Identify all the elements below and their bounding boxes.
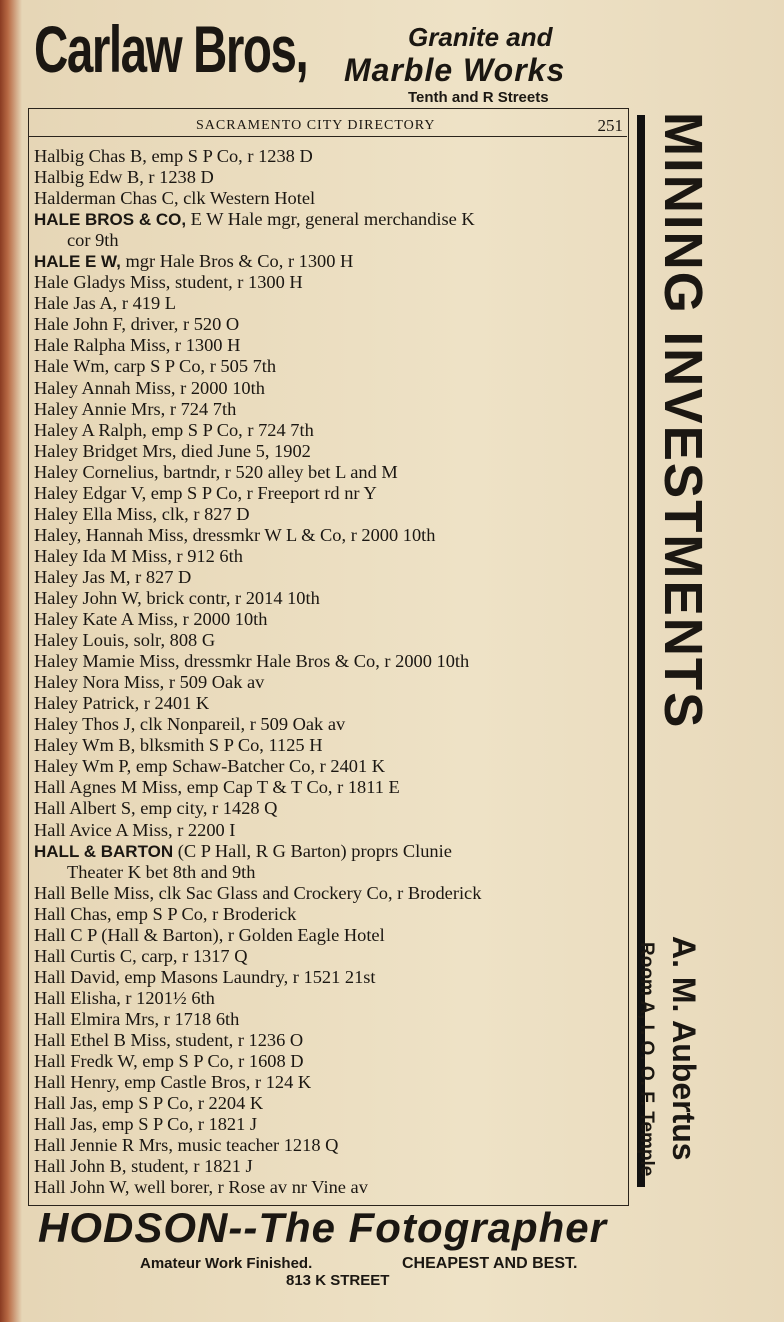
- entry-text: Haley Annah Miss, r 2000 10th: [34, 377, 265, 398]
- directory-entry: [34, 272, 630, 293]
- amateur-work-text: Amateur Work Finished.: [140, 1255, 313, 1272]
- entry-text: Halbig Chas B, emp S P Co, r 1238 D: [34, 146, 313, 166]
- entry-text: Haley John W, brick contr, r 2014 10th: [34, 587, 320, 608]
- entry-continuation: cor 9th: [67, 230, 119, 251]
- entry-text: Hale Wm, carp S P Co, r 505 7th: [34, 356, 277, 377]
- entry-line: [34, 483, 377, 503]
- entry-text: Haley Jas M, r 827 D: [34, 566, 192, 587]
- directory-entry: [34, 167, 630, 188]
- entry-line: [34, 735, 322, 755]
- directory-entry: [34, 546, 630, 567]
- entry-text: Hall C P (Hall & Barton), r Golden Eagle Hotel: [34, 924, 385, 945]
- entry-line: [34, 777, 400, 797]
- entry-text: Haley, Hannah Miss, dressmkr W L & Co, r 2000 10th: [34, 524, 436, 545]
- entry-text: Hall Agnes M Miss, emp Cap T & T Co, r 1811 E: [34, 777, 400, 798]
- directory-entry: [34, 335, 630, 356]
- entry-text: Hall Ethel B Miss, student, r 1236 O: [34, 1029, 304, 1050]
- entry-line: [34, 167, 214, 187]
- entry-line: [34, 756, 385, 776]
- directory-title: SACRAMENTO CITY DIRECTORY: [196, 118, 436, 133]
- entry-bold-name: HALE E W,: [34, 252, 121, 272]
- carlaw-address: Tenth and R Streets: [408, 89, 549, 106]
- directory-entry: [34, 609, 630, 630]
- directory-entry: [34, 483, 630, 504]
- entry-line: [34, 1135, 338, 1155]
- entry-text: Haley Ida M Miss, r 912 6th: [34, 545, 243, 566]
- directory-entry: [34, 693, 630, 714]
- directory-entry: [34, 525, 630, 546]
- entry-line: [34, 883, 481, 903]
- entry-text: Hall Fredk W, emp S P Co, r 1608 D: [34, 1051, 304, 1072]
- entry-text: Hall David, emp Masons Laundry, r 1521 21st: [34, 966, 376, 987]
- entry-continuation: Theater K bet 8th and 9th: [67, 861, 256, 882]
- directory-entry: [34, 314, 630, 335]
- carlaw-bros-advertisement: [30, 10, 730, 110]
- entry-text: Hale Gladys Miss, student, r 1300 H: [34, 272, 303, 293]
- directory-entry: [34, 209, 630, 251]
- entry-line: [34, 714, 345, 734]
- entry-line: [34, 588, 320, 608]
- directory-entry: [34, 798, 630, 819]
- running-head: [28, 114, 627, 137]
- directory-entry: [34, 1030, 630, 1051]
- entry-line: [34, 546, 243, 566]
- entry-text: Hall Curtis C, carp, r 1317 Q: [34, 945, 248, 966]
- entry-line: [34, 525, 436, 545]
- directory-entry: [34, 1177, 630, 1198]
- entry-text: Haley Louis, solr, 808 G: [34, 630, 216, 651]
- entry-text: Hall Jennie R Mrs, music teacher 1218 Q: [34, 1135, 339, 1156]
- entry-line: [34, 820, 235, 840]
- entry-line: [34, 251, 353, 271]
- entry-line: [34, 904, 296, 924]
- entry-bold-name: HALE BROS & CO,: [34, 210, 187, 230]
- entry-line: [34, 1114, 257, 1134]
- entry-line: [34, 146, 313, 166]
- directory-entry: [34, 462, 630, 483]
- directory-entry: [34, 883, 630, 904]
- entry-line: [34, 672, 264, 692]
- hodson-advertisement: [30, 1205, 730, 1315]
- entry-line: [34, 567, 191, 587]
- directory-entry: [34, 1093, 630, 1114]
- entry-line: [34, 399, 236, 419]
- directory-entry: [34, 735, 630, 756]
- entry-text: Haley Ella Miss, clk, r 827 D: [34, 503, 250, 524]
- aubertus-ad: [664, 936, 704, 1206]
- entry-line: [34, 798, 277, 818]
- entry-line: [34, 504, 250, 524]
- directory-entry: [34, 1009, 630, 1030]
- entry-line: [34, 335, 240, 355]
- mining-investments-text: MINING INVESTMENTS: [653, 112, 713, 730]
- directory-entry: [34, 988, 630, 1009]
- entry-line: [34, 1093, 263, 1113]
- entry-text: Hall Avice A Miss, r 2200 I: [34, 819, 236, 840]
- directory-entry: [34, 1135, 630, 1156]
- entry-line: [34, 946, 248, 966]
- entry-line: [34, 188, 315, 208]
- directory-entry: [34, 420, 630, 441]
- entry-line: [34, 293, 176, 313]
- entry-text: mgr Hale Bros & Co, r 1300 H: [120, 251, 354, 272]
- entry-text: Halbig Edw B, r 1238 D: [34, 167, 214, 188]
- directory-entry: [34, 630, 630, 651]
- directory-entry: [34, 1114, 630, 1135]
- entry-text: Hall Jas, emp S P Co, r 2204 K: [34, 1093, 264, 1114]
- entry-text: Haley Patrick, r 2401 K: [34, 693, 210, 714]
- entry-text: Haley Edgar V, emp S P Co, r Freeport rd nr Y: [34, 482, 377, 503]
- entry-text: Haley Thos J, clk Nonpareil, r 509 Oak av: [34, 714, 346, 735]
- entry-line: [34, 1177, 368, 1197]
- cheapest-text: CHEAPEST AND BEST.: [402, 1255, 578, 1272]
- entry-line: [34, 1051, 304, 1071]
- directory-entry: [34, 251, 630, 272]
- carlaw-bros-name: Carlaw Bros,: [34, 12, 308, 86]
- entry-line: [34, 988, 215, 1008]
- directory-entry: [34, 188, 630, 209]
- entry-line: [34, 630, 215, 650]
- entry-text: Haley Bridget Mrs, died June 5, 1902: [34, 440, 311, 461]
- entry-line: [34, 1072, 311, 1092]
- directory-entry: [34, 1051, 630, 1072]
- directory-entry: [34, 756, 630, 777]
- entry-text: Halderman Chas C, clk Western Hotel: [34, 188, 316, 209]
- entry-line: [34, 967, 376, 987]
- entry-line: [34, 693, 209, 713]
- entry-text: Hall John W, well borer, r Rose av nr Vine av: [34, 1177, 368, 1198]
- mining-investments-ad: [653, 112, 713, 942]
- directory-entry: [34, 904, 630, 925]
- entry-line: [34, 272, 303, 292]
- page-number: 251: [597, 116, 623, 135]
- entry-text: Haley Kate A Miss, r 2000 10th: [34, 609, 268, 630]
- directory-entry: [34, 925, 630, 946]
- entry-line: [34, 1156, 253, 1176]
- room-address-text: Room A, I. O. O. F. Temple: [636, 942, 657, 1177]
- directory-entry: [34, 356, 630, 377]
- directory-entry: [34, 777, 630, 798]
- directory-entry: [34, 146, 630, 167]
- room-address-ad: [632, 942, 660, 1192]
- entry-text: Haley Nora Miss, r 509 Oak av: [34, 672, 265, 693]
- entry-line: [34, 209, 475, 229]
- entry-text: Haley Mamie Miss, dressmkr Hale Bros & Co, r 2000 10th: [34, 651, 470, 672]
- entry-text: Hall Jas, emp S P Co, r 1821 J: [34, 1114, 258, 1135]
- entry-text: Hall Belle Miss, clk Sac Glass and Crockery Co, r Broderick: [34, 882, 482, 903]
- entry-text: (C P Hall, R G Barton) proprs Clunie: [173, 840, 452, 861]
- entry-text: Haley Cornelius, bartndr, r 520 alley bet L and M: [34, 461, 398, 482]
- entry-line: [34, 314, 239, 334]
- entry-line: [34, 420, 314, 440]
- entry-bold-name: HALL & BARTON: [34, 841, 174, 861]
- granite-and-text: Granite and: [408, 22, 553, 52]
- directory-entry: [34, 820, 630, 841]
- directory-entry: [34, 841, 630, 883]
- directory-entry: [34, 399, 630, 420]
- directory-entry: [34, 1156, 630, 1177]
- directory-entry: [34, 588, 630, 609]
- entry-line: [34, 356, 276, 376]
- aubertus-name: A. M. Aubertus: [666, 936, 702, 1161]
- hodson-headline: HODSON--The Fotographer: [38, 1204, 607, 1251]
- entry-text: Hale John F, driver, r 520 O: [34, 314, 240, 335]
- entry-text: Haley Wm B, blksmith S P Co, 1125 H: [34, 735, 323, 756]
- directory-entry: [34, 946, 630, 967]
- entry-text: Hall Chas, emp S P Co, r Broderick: [34, 903, 297, 924]
- marble-works-text: Marble Works: [344, 52, 566, 88]
- directory-entries: [34, 146, 630, 1198]
- entry-line: [34, 651, 469, 671]
- entry-text: Hall Elmira Mrs, r 1718 6th: [34, 1008, 240, 1029]
- entry-line: [34, 462, 398, 482]
- entry-text: Hall John B, student, r 1821 J: [34, 1156, 253, 1177]
- directory-entry: [34, 567, 630, 588]
- entry-text: Haley A Ralph, emp S P Co, r 724 7th: [34, 419, 314, 440]
- entry-line: [34, 1009, 239, 1029]
- entry-line: [34, 441, 311, 461]
- directory-entry: [34, 967, 630, 988]
- entry-text: Hall Elisha, r 1201½ 6th: [34, 987, 215, 1008]
- entry-line: [34, 841, 452, 861]
- entry-text: Haley Annie Mrs, r 724 7th: [34, 398, 237, 419]
- directory-entry: [34, 714, 630, 735]
- entry-line: [34, 925, 385, 945]
- directory-entry: [34, 504, 630, 525]
- directory-entry: [34, 651, 630, 672]
- entry-text: Haley Wm P, emp Schaw-Batcher Co, r 2401 K: [34, 756, 386, 777]
- directory-entry: [34, 441, 630, 462]
- entry-text: Hale Ralpha Miss, r 1300 H: [34, 335, 241, 356]
- entry-text: Hall Albert S, emp city, r 1428 Q: [34, 798, 278, 819]
- hodson-address: 813 K STREET: [286, 1272, 390, 1289]
- entry-text: Hale Jas A, r 419 L: [34, 293, 176, 314]
- entry-line: [34, 378, 265, 398]
- directory-entry: [34, 293, 630, 314]
- directory-entry: [34, 1072, 630, 1093]
- directory-entry: [34, 672, 630, 693]
- entry-line: [34, 1030, 303, 1050]
- entry-text: Hall Henry, emp Castle Bros, r 124 K: [34, 1072, 312, 1093]
- entry-text: E W Hale mgr, general merchandise K: [186, 209, 475, 230]
- entry-line: [34, 609, 267, 629]
- directory-entry: [34, 378, 630, 399]
